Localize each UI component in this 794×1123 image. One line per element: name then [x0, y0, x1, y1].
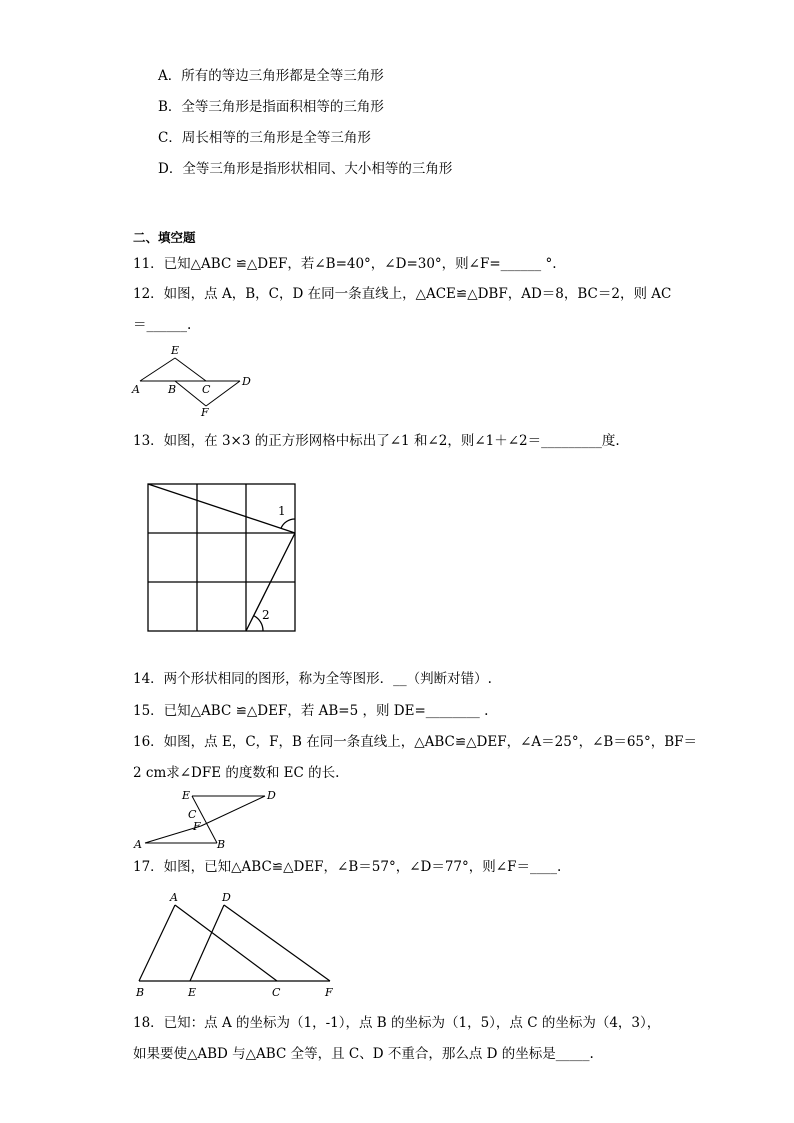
segment-ab	[139, 905, 175, 981]
question-13: 13．如图，在 3×3 的正方形网格中标出了∠1 和∠2，则∠1＋∠2＝_________度.	[133, 433, 620, 449]
label-f: F	[325, 986, 333, 999]
segment-ac	[175, 905, 277, 981]
figure-16	[130, 788, 290, 850]
label-c: C	[188, 808, 197, 821]
option-a: A．所有的等边三角形都是全等三角形	[158, 68, 384, 84]
question-12-line2: ＝______.	[133, 317, 192, 333]
label-b: B	[217, 838, 226, 851]
question-16-line1: 16．如图，点 E，C，F，B 在同一条直线上，△ABC≌△DEF，∠A＝25°，∠B＝65°，BF＝	[133, 734, 698, 750]
segment-df	[201, 796, 265, 826]
label-e: E	[171, 344, 180, 357]
section-title: 二、填空题	[133, 230, 196, 245]
segment-df	[224, 905, 330, 981]
question-14: 14．两个形状相同的图形，称为全等图形．__（判断对错）.	[133, 671, 492, 687]
question-11: 11．已知△ABC ≌△DEF，若∠B=40°，∠D=30°，则∠F=______ °.	[133, 256, 557, 272]
label-f: F	[193, 820, 201, 833]
segment-fd	[206, 381, 240, 406]
label-e: E	[182, 789, 191, 802]
question-18-line1: 18．已知：点 A 的坐标为（1，-1），点 B 的坐标为（1，5），点 C 的坐标为（4，3），	[133, 1015, 661, 1031]
option-b: B．全等三角形是指面积相等的三角形	[158, 99, 384, 115]
question-16-line2: 2 cm求∠DFE 的度数和 EC 的长.	[133, 765, 340, 781]
figure-17	[132, 888, 347, 1003]
label-d: D	[267, 789, 276, 802]
label-c: C	[272, 986, 281, 999]
grid-border	[148, 484, 295, 631]
segment-ae	[140, 358, 175, 381]
label-a: A	[134, 838, 142, 851]
angle-1-arc	[281, 519, 295, 528]
label-a: A	[132, 383, 140, 396]
label-b: B	[168, 383, 177, 396]
label-a: A	[170, 891, 178, 904]
question-12-line1: 12．如图，点 A，B，C，D 在同一条直线上，△ACE≌△DBF，AD＝8，BC＝2，则 AC	[133, 286, 672, 302]
figure-13-grid	[147, 483, 297, 633]
question-17: 17．如图，已知△ABC≌△DEF，∠B＝57°，∠D＝77°，则∠F＝____.	[133, 859, 562, 875]
label-f: F	[201, 406, 209, 419]
diagonal-line-1	[148, 484, 295, 533]
question-18-line2: 如果要使△ABD 与△ABC 全等，且 C、D 不重合，那么点 D 的坐标是_____.	[133, 1046, 594, 1062]
label-d: D	[222, 891, 231, 904]
option-d: D．全等三角形是指形状相同、大小相等的三角形	[158, 161, 453, 177]
segment-ec	[175, 358, 206, 381]
segment-de	[190, 905, 224, 981]
label-e: E	[188, 986, 197, 999]
angle-1-label: 1	[278, 504, 286, 518]
question-15: 15．已知△ABC ≌△DEF，若 AB=5 ，则 DE=________ .	[133, 703, 489, 719]
option-c: C．周长相等的三角形是全等三角形	[158, 130, 371, 146]
angle-2-label: 2	[262, 608, 270, 622]
label-d: D	[242, 375, 251, 388]
label-c: C	[202, 383, 211, 396]
figure-12	[130, 343, 260, 418]
label-b: B	[136, 986, 145, 999]
